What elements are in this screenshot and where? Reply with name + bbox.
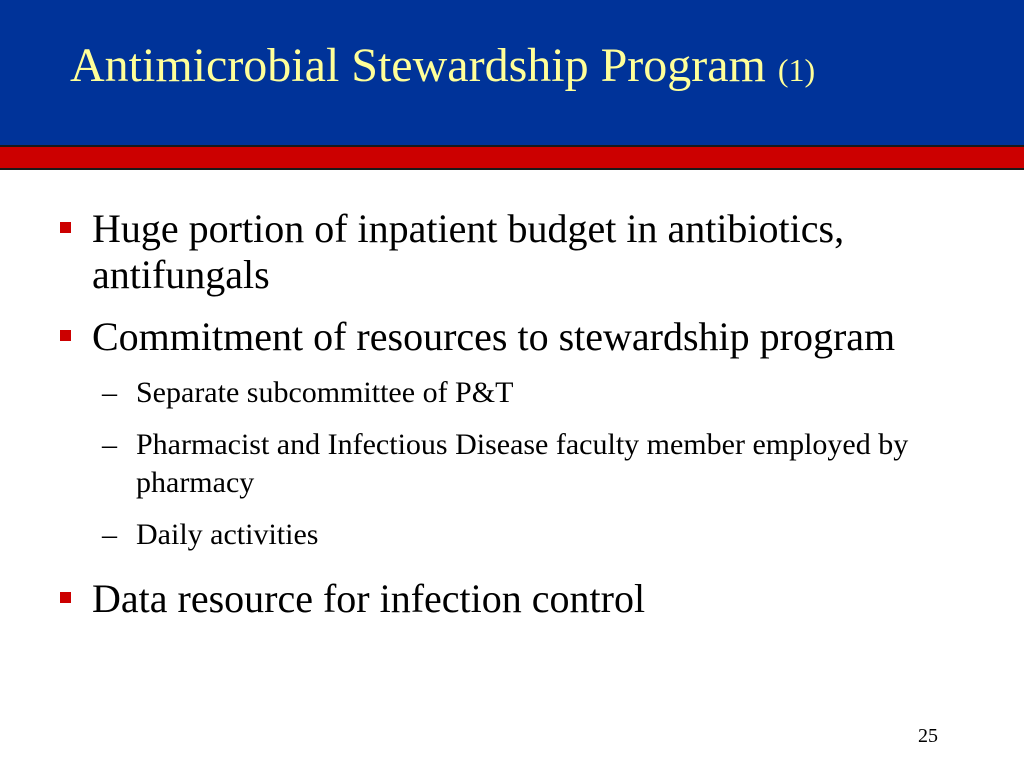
sub-bullet-text: Pharmacist and Infectious Disease faculty member employed by pharmacy (136, 428, 909, 499)
sub-bullet-text: Daily activities (136, 518, 319, 551)
sub-bullet-item (56, 516, 956, 554)
page-number: 25 (918, 725, 938, 747)
bullet-item (56, 206, 956, 298)
dash-marker: – (102, 518, 117, 551)
square-bullet-icon (60, 592, 71, 603)
square-bullet-icon (60, 330, 71, 341)
square-bullet-icon (60, 222, 71, 233)
sub-bullet-list (56, 374, 956, 554)
bullet-text: Huge portion of inpatient budget in antibiotics, antifungals (92, 206, 845, 297)
title-bar (0, 0, 1024, 145)
sub-bullet-item (56, 426, 956, 502)
bullet-item (56, 576, 956, 622)
dash-marker: – (102, 428, 117, 461)
slide-title-text: Antimicrobial Stewardship Program (70, 39, 766, 92)
slide-title (70, 40, 815, 93)
sub-bullet-text: Separate subcommittee of P&T (136, 376, 514, 409)
title-divider-stripe (0, 145, 1024, 170)
bullet-text: Commitment of resources to stewardship program (92, 314, 896, 359)
bullet-item (56, 314, 956, 360)
sub-bullet-item (56, 374, 956, 412)
bullet-text: Data resource for infection control (92, 576, 646, 621)
dash-marker: – (102, 376, 117, 409)
slide-title-suffix: (1) (777, 52, 816, 88)
bullet-list (56, 206, 956, 638)
